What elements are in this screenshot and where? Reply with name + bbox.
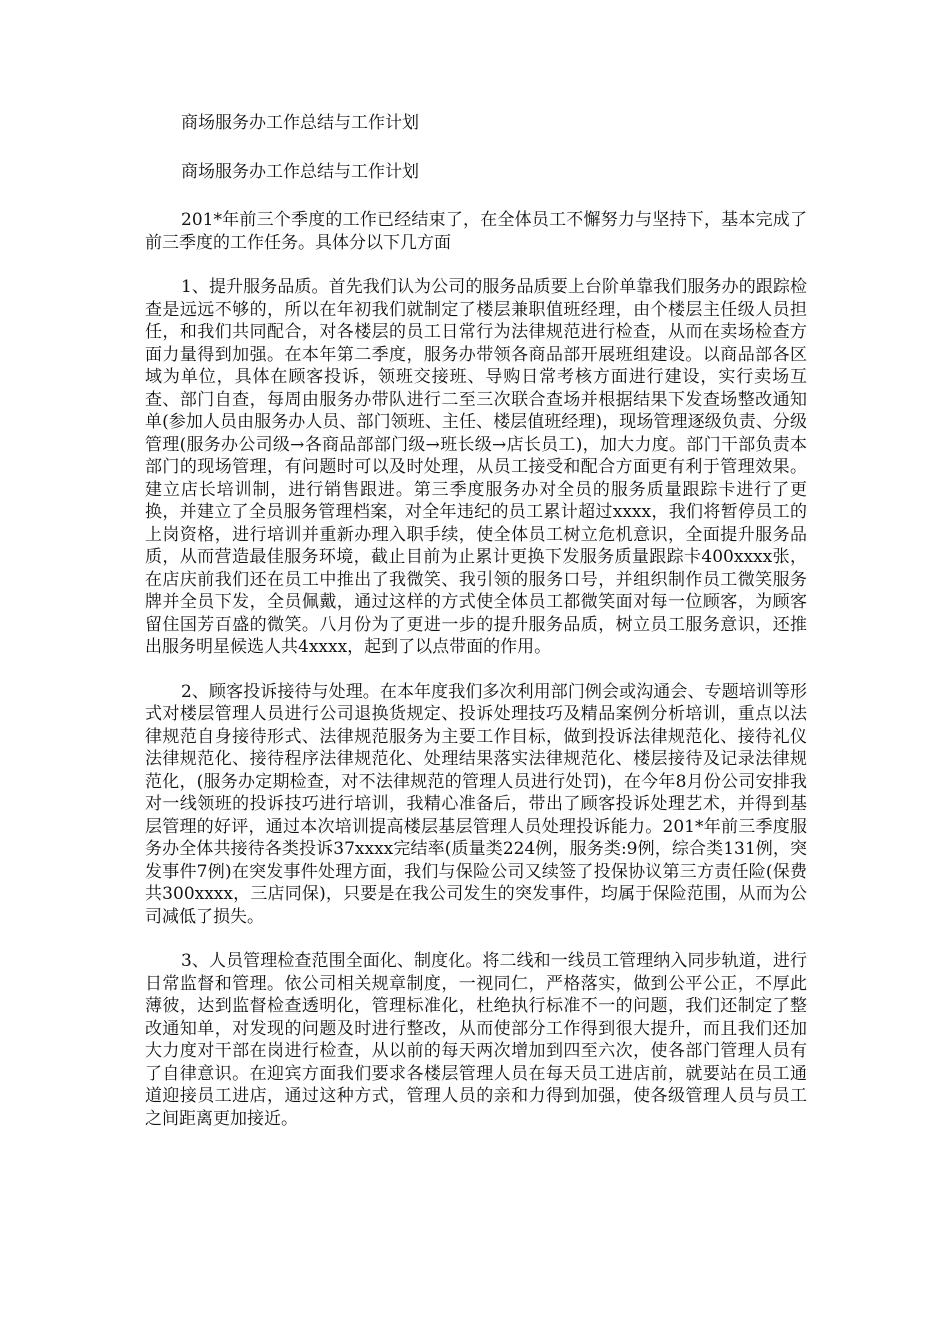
document-page <box>145 112 807 1152</box>
section-1-paragraph: 1、提升服务品质。首先我们认为公司的服务品质要上台阶单靠我们服务办的跟踪检查是远远不够的，所以在年初我们就制定了楼层兼职值班经理，由个楼层主任级人员担任，和我们共同配合，对各楼层的员工日常行为法律规范进行检查，从而在卖场检查方面力量得到加强。在本年第二季度，服务办带领各商品部开展班组建设。以商品部各区域为单位，具体在顾客投诉，领班交接班、导购日常考核方面进行建设，实行卖场互查、部门自查，每周由服务办带队进行二至三次联合查场并根据结果下发查场整改通知单(参加人员由服务办人员、部门领班、主任、楼层值班经理)，现场管理逐级负责、分级管理(服务办公司级→各商品部部门级→班长级→店长员工)，加大力度。部门干部负责本部门的现场管理，有问题时可以及时处理，从员工接受和配合方面更有利于管理效果。建立店长培训制，进行销售跟进。第三季度服务办对全员的服务质量跟踪卡进行了更换，并建立了全员服务管理档案，对全年违纪的员工累计超过xxxx，我们将暂停员工的上岗资格，进行培训并重新办理入职手续，使全体员工树立危机意识，全面提升服务品质，从而营造最佳服务环境，截止目前为止累计更换下发服务质量跟踪卡400xxxx张，在店庆前我们还在员工中推出了我微笑、我引领的服务口号，并组织制作员工微笑服务牌并全员下发，全员佩戴，通过这样的方式使全体员工都微笑面对每一位顾客，为顾客留住国芳百盛的微笑。八月份为了更进一步的提升服务品质，树立员工服务意识，还推出服务明星候选人共4xxxx，起到了以点带面的作用。 <box>145 277 807 657</box>
document-subtitle: 商场服务办工作总结与工作计划 <box>181 161 419 182</box>
document-title: 商场服务办工作总结与工作计划 <box>181 113 419 133</box>
section-2-paragraph: 2、顾客投诉接待与处理。在本年度我们多次利用部门例会或沟通会、专题培训等形式对楼层管理人员进行公司退换货规定、投诉处理技巧及精品案例分析培训，重点以法律规范自身接待形式、法律规范服务为主要工作目标，做到投诉法律规范化、接待礼仪法律规范化、接待程序法律规范化、处理结果落实法律规范化、楼层接待及记录法律规范化，(服务办定期检查，对不法律规范的管理人员进行处罚)，在今年8月份公司安排我对一线领班的投诉技巧进行培训，我精心准备后，带出了顾客投诉处理艺术，并得到基层管理的好评，通过本次培训提高楼层基层管理人员处理投诉能力。201*年前三季度服务办全体共接待各类投诉37xxxx完结率(质量类224例，服务类:9例，综合类131例，突发事件7例)在突发事件处理方面，我们与保险公司又续签了投保协议第三方责任险(保费共300xxxx，三店同保)，只要是在我公司发生的突发事件，均属于保险范围，从而为公司减低了损失。 <box>145 681 807 927</box>
section-3-paragraph: 3、人员管理检查范围全面化、制度化。将二线和一线员工管理纳入同步轨道，进行日常监督和管理。依公司相关规章制度，一视同仁，严格落实，做到公平公正，不厚此薄彼，达到监督检查透明化，管理标准化，杜绝执行标准不一的问题，我们还制定了整改通知单，对发现的问题及时进行整改，从而使部分工作得到很大提升，而且我们还加大力度对干部在岗进行检查，从以前的每天两次增加到四至六次，使各部门管理人员有了自律意识。在迎宾方面我们要求各楼层管理人员在每天员工进店前，就要站在员工通道迎接员工进店，通过这种方式，管理人员的亲和力得到加强，使各级管理人员与员工之间距离更加接近。 <box>145 951 807 1129</box>
intro-paragraph: 201*年前三个季度的工作已经结束了，在全体员工不懈努力与坚持下，基本完成了前三季度的工作任务。具体分以下几方面 <box>145 210 807 253</box>
